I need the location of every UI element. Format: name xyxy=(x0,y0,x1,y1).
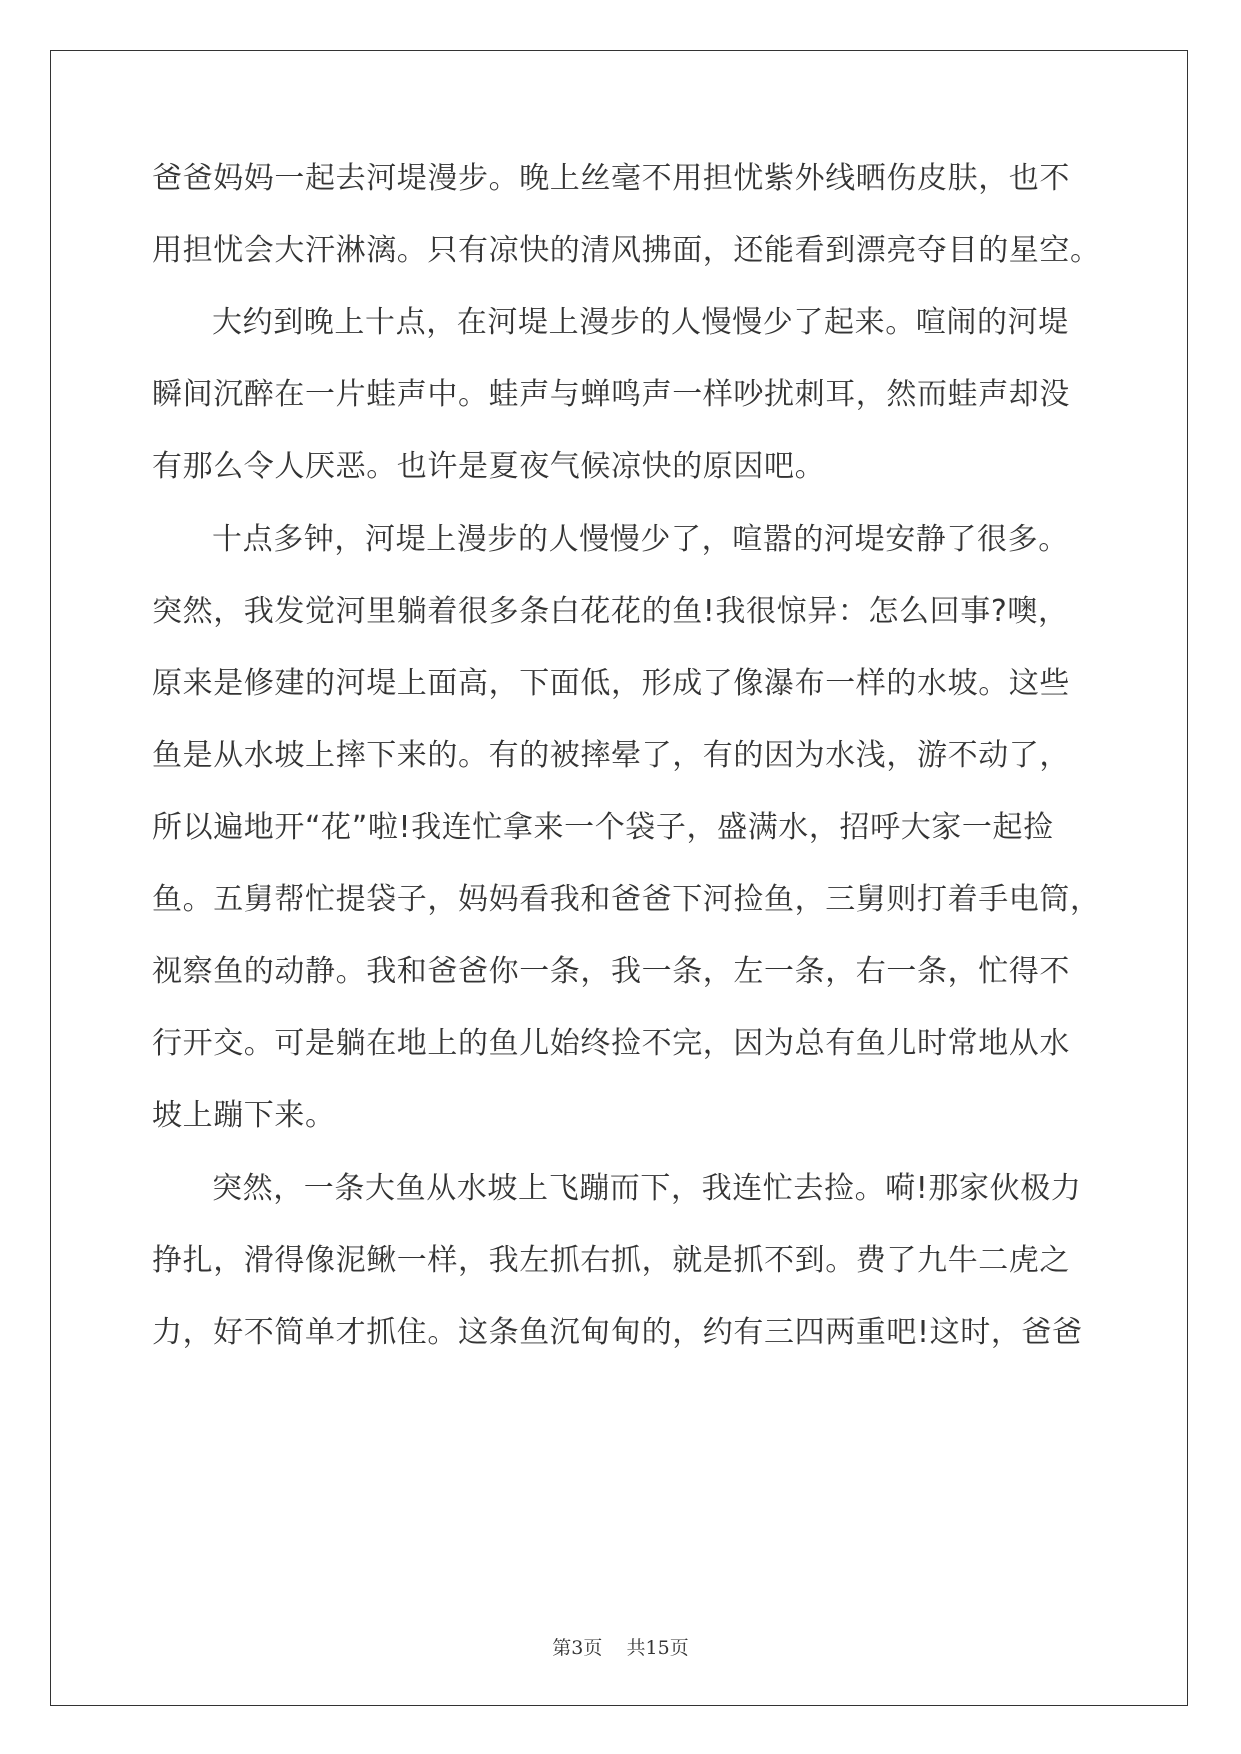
text-line: 挣扎，滑得像泥鳅一样，我左抓右抓，就是抓不到。费了九牛二虎之 xyxy=(152,1243,1070,1278)
text-line: 突然，我发觉河里躺着很多条白花花的鱼!我很惊异：怎么回事?噢， xyxy=(152,594,1069,629)
paragraph-start-line: 大约到晚上十点，在河堤上漫步的人慢慢少了起来。喧闹的河堤 xyxy=(212,305,1069,340)
page-footer xyxy=(0,1636,1241,1660)
text-line: 有那么令人厌恶。也许是夏夜气候凉快的原因吧。 xyxy=(152,449,826,484)
text-line: 力，好不简单才抓住。这条鱼沉甸甸的，约有三四两重吧!这时，爸爸 xyxy=(152,1315,1083,1350)
text-line: 行开交。可是躺在地上的鱼儿始终捡不完，因为总有鱼儿时常地从水 xyxy=(152,1026,1070,1061)
text-line: 瞬间沉醉在一片蛙声中。蛙声与蝉鸣声一样吵扰刺耳，然而蛙声却没 xyxy=(152,377,1070,412)
text-line: 鱼。五舅帮忙提袋子，妈妈看我和爸爸下河捡鱼，三舅则打着手电筒， xyxy=(152,882,1101,917)
paragraph-start-line: 突然，一条大鱼从水坡上飞蹦而下，我连忙去捡。嗬!那家伙极力 xyxy=(212,1171,1082,1206)
page-border xyxy=(50,50,1188,1706)
page-total: 共15页 xyxy=(626,1637,689,1659)
text-line: 爸爸妈妈一起去河堤漫步。晚上丝毫不用担忧紫外线晒伤皮肤，也不 xyxy=(152,161,1070,196)
text-line: 视察鱼的动静。我和爸爸你一条，我一条，左一条，右一条，忙得不 xyxy=(152,954,1070,989)
paragraph-start-line: 十点多钟，河堤上漫步的人慢慢少了，喧嚣的河堤安静了很多。 xyxy=(212,522,1069,557)
text-line: 鱼是从水坡上摔下来的。有的被摔晕了，有的因为水浅，游不动了， xyxy=(152,738,1070,773)
text-line: 坡上蹦下来。 xyxy=(152,1098,336,1133)
page-number: 第3页 xyxy=(552,1637,603,1659)
text-line: 所以遍地开“花”啦!我连忙拿来一个袋子，盛满水，招呼大家一起捡 xyxy=(152,810,1054,845)
text-line: 用担忧会大汗淋漓。只有凉快的清风拂面，还能看到漂亮夺目的星空。 xyxy=(152,233,1101,268)
text-line: 原来是修建的河堤上面高，下面低，形成了像瀑布一样的水坡。这些 xyxy=(152,666,1070,701)
